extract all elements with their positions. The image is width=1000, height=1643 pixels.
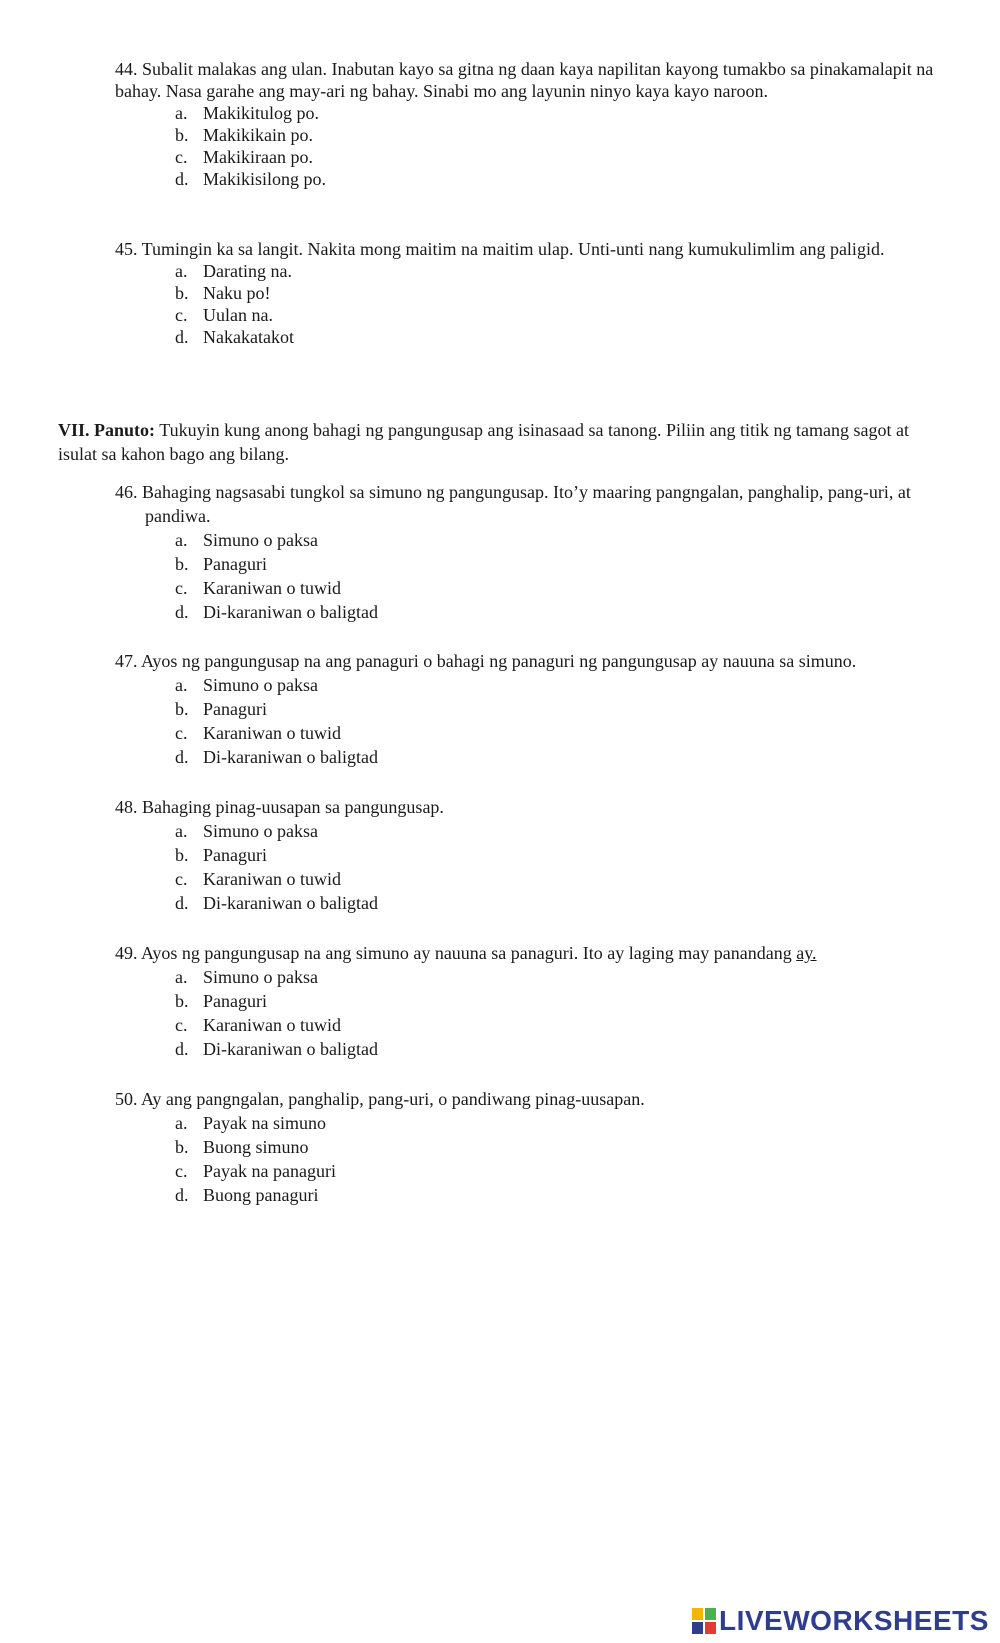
option-a[interactable]: a. Makikitulog po. (175, 103, 319, 123)
question-44 (115, 58, 945, 190)
option-d[interactable]: d. Buong panaguri (175, 1185, 319, 1205)
question-stem: 46. Bahaging nagsasabi tungkol sa simuno ng pangungusap. Ito’y maaring pangngalan, panghalip, pang-uri, at pandiwa. (115, 482, 911, 526)
option-b[interactable]: b. Panaguri (175, 991, 267, 1011)
question-stem: 44. Subalit malakas ang ulan. Inabutan kayo sa gitna ng daan kaya napilitan kayong tumakbo sa pinakamalapit na bahay. Nasa garahe ang may-ari ng bahay. Sinabi mo ang layunin ninyo kaya kayo naroon. (115, 59, 934, 101)
option-a[interactable]: a. Simuno o paksa (175, 821, 318, 841)
option-d[interactable]: d. Di-karaniwan o baligtad (175, 1039, 378, 1059)
option-b[interactable]: b. Naku po! (175, 283, 271, 303)
logo-square-icon (705, 1608, 716, 1620)
question-stem: 47. Ayos ng pangungusap na ang panaguri o bahagi ng panaguri ng pangungusap ay nauuna sa simuno. (115, 651, 857, 671)
question-46 (115, 480, 945, 624)
logo-square-icon (692, 1622, 703, 1634)
logo-text: LIVEWORKSHEETS (719, 1605, 989, 1636)
option-c[interactable]: c. Karaniwan o tuwid (175, 869, 341, 889)
option-c[interactable]: c. Karaniwan o tuwid (175, 723, 341, 743)
question-stem: 45. Tumingin ka sa langit. Nakita mong maitim na maitim ulap. Unti-unti nang kumukulimlim ang paligid. (115, 239, 885, 259)
section-instructions (58, 418, 938, 466)
option-b[interactable]: b. Panaguri (175, 554, 267, 574)
option-b[interactable]: b. Panaguri (175, 845, 267, 865)
option-d[interactable]: d. Makikisilong po. (175, 169, 327, 189)
option-d[interactable]: d. Di-karaniwan o baligtad (175, 747, 378, 767)
option-a[interactable]: a. Darating na. (175, 261, 292, 281)
logo-grid-icon (692, 1608, 716, 1634)
option-a[interactable]: a. Simuno o paksa (175, 675, 318, 695)
question-47 (115, 649, 945, 769)
option-b[interactable]: b. Panaguri (175, 699, 267, 719)
question-45 (115, 238, 945, 348)
question-48 (115, 795, 945, 915)
liveworksheets-logo (692, 1605, 989, 1637)
logo-square-icon (692, 1608, 703, 1620)
option-b[interactable]: b. Makikikain po. (175, 125, 313, 145)
logo-square-icon (705, 1622, 716, 1634)
question-49 (115, 941, 945, 1061)
question-stem: 50. Ay ang pangngalan, panghalip, pang-uri, o pandiwang pinag-uusapan. (115, 1089, 645, 1109)
question-stem: 49. Ayos ng pangungusap na ang simuno ay nauuna sa panaguri. Ito ay laging may panandang ay. (115, 943, 817, 963)
option-d[interactable]: d. Di-karaniwan o baligtad (175, 893, 378, 913)
option-d[interactable]: d. Nakakatakot (175, 327, 294, 347)
option-a[interactable]: a. Simuno o paksa (175, 530, 318, 550)
section-text: Tukuyin kung anong bahagi ng pangungusap ang isinasaad sa tanong. Piliin ang titik ng tamang sagot at isulat sa kahon bago ang bilang. (58, 420, 909, 464)
underlined-marker: ay. (796, 943, 817, 963)
option-c[interactable]: c. Karaniwan o tuwid (175, 1015, 341, 1035)
question-stem: 48. Bahaging pinag-uusapan sa pangungusap. (115, 797, 444, 817)
option-d[interactable]: d. Di-karaniwan o baligtad (175, 602, 378, 622)
option-c[interactable]: c. Karaniwan o tuwid (175, 578, 341, 598)
option-b[interactable]: b. Buong simuno (175, 1137, 309, 1157)
option-a[interactable]: a. Payak na simuno (175, 1113, 326, 1133)
option-c[interactable]: c. Makikiraan po. (175, 147, 313, 167)
option-c[interactable]: c. Uulan na. (175, 305, 273, 325)
option-c[interactable]: c. Payak na panaguri (175, 1161, 336, 1181)
option-a[interactable]: a. Simuno o paksa (175, 967, 318, 987)
question-50 (115, 1087, 945, 1207)
section-heading: VII. Panuto: (58, 420, 156, 440)
